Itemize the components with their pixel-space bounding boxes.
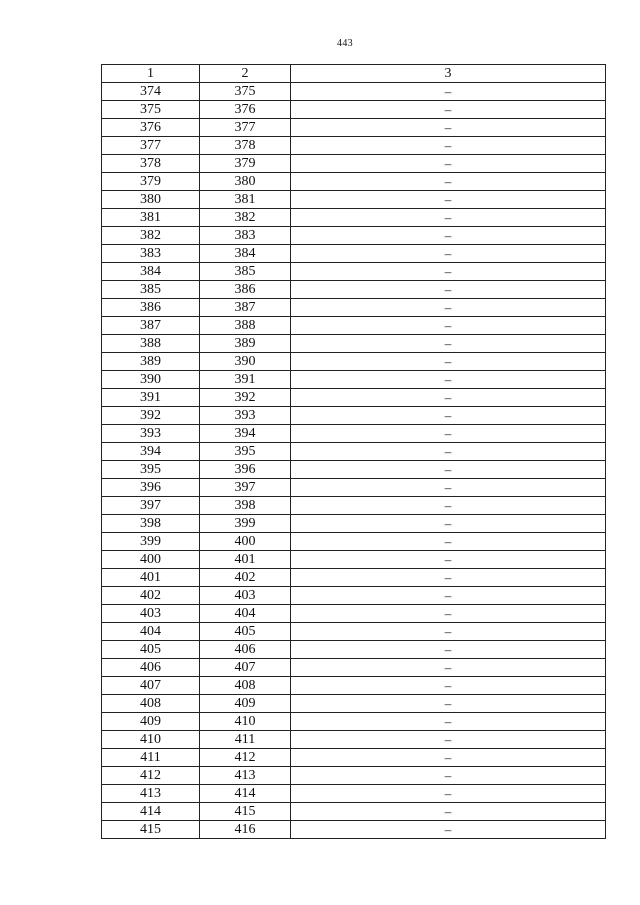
table-row bbox=[102, 227, 606, 245]
cell-col-2: 406 bbox=[200, 641, 291, 659]
cell-col-1: 408 bbox=[102, 695, 200, 713]
cell-col-2: 400 bbox=[200, 533, 291, 551]
cell-col-3: – bbox=[291, 659, 606, 677]
table-row bbox=[102, 101, 606, 119]
cell-col-3: – bbox=[291, 533, 606, 551]
table-row bbox=[102, 695, 606, 713]
table-row bbox=[102, 551, 606, 569]
table-row bbox=[102, 299, 606, 317]
cell-col-2: 405 bbox=[200, 623, 291, 641]
cell-col-2: 411 bbox=[200, 731, 291, 749]
table-row bbox=[102, 83, 606, 101]
table-row bbox=[102, 605, 606, 623]
cell-col-2: 377 bbox=[200, 119, 291, 137]
table-row bbox=[102, 677, 606, 695]
table-row bbox=[102, 749, 606, 767]
cell-col-2: 391 bbox=[200, 371, 291, 389]
cell-col-2: 395 bbox=[200, 443, 291, 461]
cell-col-3: – bbox=[291, 731, 606, 749]
cell-col-2: 381 bbox=[200, 191, 291, 209]
cell-col-3: – bbox=[291, 407, 606, 425]
cell-col-1: 414 bbox=[102, 803, 200, 821]
cell-col-1: 382 bbox=[102, 227, 200, 245]
cell-col-3: – bbox=[291, 479, 606, 497]
table-row bbox=[102, 641, 606, 659]
table-row bbox=[102, 317, 606, 335]
cell-col-3: – bbox=[291, 749, 606, 767]
table-row bbox=[102, 407, 606, 425]
cell-col-2: 408 bbox=[200, 677, 291, 695]
cell-col-3: – bbox=[291, 155, 606, 173]
table-row bbox=[102, 659, 606, 677]
table-row bbox=[102, 623, 606, 641]
cell-col-1: 402 bbox=[102, 587, 200, 605]
table-row bbox=[102, 767, 606, 785]
table-body bbox=[102, 83, 606, 839]
column-header-1: 1 bbox=[102, 65, 200, 83]
column-header-3: 3 bbox=[291, 65, 606, 83]
cell-col-1: 411 bbox=[102, 749, 200, 767]
cell-col-3: – bbox=[291, 245, 606, 263]
table-row bbox=[102, 713, 606, 731]
header-row bbox=[102, 65, 606, 83]
table-row bbox=[102, 515, 606, 533]
cell-col-2: 404 bbox=[200, 605, 291, 623]
cell-col-1: 404 bbox=[102, 623, 200, 641]
cell-col-1: 380 bbox=[102, 191, 200, 209]
table-row bbox=[102, 479, 606, 497]
table-row bbox=[102, 731, 606, 749]
cell-col-1: 383 bbox=[102, 245, 200, 263]
cell-col-1: 376 bbox=[102, 119, 200, 137]
cell-col-3: – bbox=[291, 173, 606, 191]
table-row bbox=[102, 443, 606, 461]
table-header bbox=[102, 65, 606, 83]
cell-col-2: 387 bbox=[200, 299, 291, 317]
cell-col-1: 403 bbox=[102, 605, 200, 623]
cell-col-1: 398 bbox=[102, 515, 200, 533]
cell-col-2: 413 bbox=[200, 767, 291, 785]
cell-col-1: 389 bbox=[102, 353, 200, 371]
cell-col-3: – bbox=[291, 497, 606, 515]
cell-col-3: – bbox=[291, 335, 606, 353]
cell-col-2: 388 bbox=[200, 317, 291, 335]
cell-col-2: 383 bbox=[200, 227, 291, 245]
cell-col-1: 385 bbox=[102, 281, 200, 299]
cell-col-1: 415 bbox=[102, 821, 200, 839]
cell-col-3: – bbox=[291, 425, 606, 443]
cell-col-3: – bbox=[291, 821, 606, 839]
cell-col-1: 409 bbox=[102, 713, 200, 731]
cell-col-3: – bbox=[291, 299, 606, 317]
cell-col-1: 386 bbox=[102, 299, 200, 317]
cell-col-3: – bbox=[291, 641, 606, 659]
cell-col-2: 416 bbox=[200, 821, 291, 839]
cell-col-2: 414 bbox=[200, 785, 291, 803]
cell-col-1: 407 bbox=[102, 677, 200, 695]
cell-col-3: – bbox=[291, 803, 606, 821]
cell-col-2: 410 bbox=[200, 713, 291, 731]
table-row bbox=[102, 281, 606, 299]
column-header-2: 2 bbox=[200, 65, 291, 83]
cell-col-3: – bbox=[291, 713, 606, 731]
cell-col-3: – bbox=[291, 785, 606, 803]
cell-col-2: 375 bbox=[200, 83, 291, 101]
table-row bbox=[102, 803, 606, 821]
cell-col-2: 385 bbox=[200, 263, 291, 281]
cell-col-1: 400 bbox=[102, 551, 200, 569]
cell-col-3: – bbox=[291, 767, 606, 785]
cell-col-3: – bbox=[291, 443, 606, 461]
table-row bbox=[102, 569, 606, 587]
cell-col-2: 392 bbox=[200, 389, 291, 407]
table-row bbox=[102, 353, 606, 371]
cell-col-2: 396 bbox=[200, 461, 291, 479]
table-row bbox=[102, 173, 606, 191]
cell-col-1: 410 bbox=[102, 731, 200, 749]
table-row bbox=[102, 497, 606, 515]
cell-col-1: 374 bbox=[102, 83, 200, 101]
cell-col-3: – bbox=[291, 119, 606, 137]
table-row bbox=[102, 389, 606, 407]
cell-col-1: 397 bbox=[102, 497, 200, 515]
cell-col-1: 396 bbox=[102, 479, 200, 497]
table-row bbox=[102, 785, 606, 803]
cell-col-2: 384 bbox=[200, 245, 291, 263]
cell-col-2: 398 bbox=[200, 497, 291, 515]
cell-col-2: 376 bbox=[200, 101, 291, 119]
cell-col-1: 379 bbox=[102, 173, 200, 191]
table-row bbox=[102, 263, 606, 281]
cell-col-1: 387 bbox=[102, 317, 200, 335]
cell-col-2: 393 bbox=[200, 407, 291, 425]
cell-col-3: – bbox=[291, 587, 606, 605]
table-row bbox=[102, 425, 606, 443]
cell-col-2: 379 bbox=[200, 155, 291, 173]
cell-col-3: – bbox=[291, 137, 606, 155]
cell-col-3: – bbox=[291, 569, 606, 587]
cell-col-1: 399 bbox=[102, 533, 200, 551]
cell-col-3: – bbox=[291, 281, 606, 299]
cell-col-1: 381 bbox=[102, 209, 200, 227]
table-row bbox=[102, 533, 606, 551]
data-table bbox=[101, 64, 606, 839]
cell-col-1: 375 bbox=[102, 101, 200, 119]
table-row bbox=[102, 137, 606, 155]
cell-col-2: 397 bbox=[200, 479, 291, 497]
cell-col-2: 412 bbox=[200, 749, 291, 767]
cell-col-1: 412 bbox=[102, 767, 200, 785]
cell-col-1: 394 bbox=[102, 443, 200, 461]
cell-col-2: 407 bbox=[200, 659, 291, 677]
cell-col-3: – bbox=[291, 461, 606, 479]
table-row bbox=[102, 155, 606, 173]
cell-col-1: 393 bbox=[102, 425, 200, 443]
table-row bbox=[102, 191, 606, 209]
table-row bbox=[102, 119, 606, 137]
table-row bbox=[102, 335, 606, 353]
cell-col-3: – bbox=[291, 389, 606, 407]
cell-col-2: 402 bbox=[200, 569, 291, 587]
page-number: 443 bbox=[337, 38, 353, 49]
cell-col-2: 386 bbox=[200, 281, 291, 299]
cell-col-3: – bbox=[291, 353, 606, 371]
cell-col-2: 382 bbox=[200, 209, 291, 227]
table-row bbox=[102, 821, 606, 839]
cell-col-1: 413 bbox=[102, 785, 200, 803]
cell-col-2: 415 bbox=[200, 803, 291, 821]
cell-col-3: – bbox=[291, 317, 606, 335]
cell-col-2: 401 bbox=[200, 551, 291, 569]
cell-col-3: – bbox=[291, 515, 606, 533]
cell-col-1: 378 bbox=[102, 155, 200, 173]
cell-col-2: 378 bbox=[200, 137, 291, 155]
cell-col-1: 388 bbox=[102, 335, 200, 353]
table-row bbox=[102, 587, 606, 605]
cell-col-1: 401 bbox=[102, 569, 200, 587]
table-row bbox=[102, 371, 606, 389]
cell-col-1: 392 bbox=[102, 407, 200, 425]
cell-col-3: – bbox=[291, 605, 606, 623]
cell-col-1: 391 bbox=[102, 389, 200, 407]
table-row bbox=[102, 245, 606, 263]
cell-col-3: – bbox=[291, 227, 606, 245]
cell-col-3: – bbox=[291, 551, 606, 569]
cell-col-3: – bbox=[291, 101, 606, 119]
table-row bbox=[102, 461, 606, 479]
data-table-container bbox=[101, 64, 605, 839]
table-row bbox=[102, 209, 606, 227]
cell-col-1: 377 bbox=[102, 137, 200, 155]
cell-col-2: 399 bbox=[200, 515, 291, 533]
cell-col-3: – bbox=[291, 695, 606, 713]
cell-col-1: 406 bbox=[102, 659, 200, 677]
cell-col-3: – bbox=[291, 209, 606, 227]
cell-col-2: 409 bbox=[200, 695, 291, 713]
cell-col-2: 394 bbox=[200, 425, 291, 443]
cell-col-2: 403 bbox=[200, 587, 291, 605]
cell-col-1: 384 bbox=[102, 263, 200, 281]
cell-col-3: – bbox=[291, 623, 606, 641]
cell-col-1: 395 bbox=[102, 461, 200, 479]
cell-col-2: 390 bbox=[200, 353, 291, 371]
cell-col-2: 389 bbox=[200, 335, 291, 353]
cell-col-1: 405 bbox=[102, 641, 200, 659]
cell-col-2: 380 bbox=[200, 173, 291, 191]
cell-col-1: 390 bbox=[102, 371, 200, 389]
cell-col-3: – bbox=[291, 191, 606, 209]
cell-col-3: – bbox=[291, 263, 606, 281]
cell-col-3: – bbox=[291, 83, 606, 101]
cell-col-3: – bbox=[291, 677, 606, 695]
cell-col-3: – bbox=[291, 371, 606, 389]
